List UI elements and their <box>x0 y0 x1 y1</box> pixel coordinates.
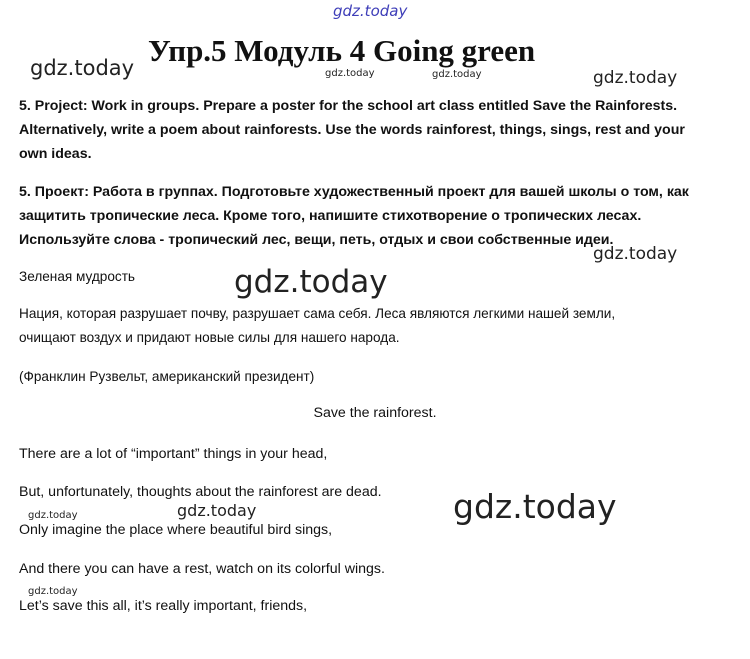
text-line: own ideas. <box>19 146 92 162</box>
watermark-small: gdz.today <box>28 586 78 597</box>
poem-line: Let’s save this all, it’s really important, friends, <box>19 598 308 614</box>
text-line: Alternatively, write a poem about rainforests. Use the words rainforest, things, sings, rest and your <box>19 122 685 138</box>
watermark-large: gdz.today <box>234 264 388 300</box>
watermark-medium: gdz.today <box>177 501 257 520</box>
watermark-right: gdz.today <box>593 244 678 264</box>
text-line: Нация, которая разрушает почву, разрушает сама себя. Леса являются легкими нашей земли, <box>19 306 616 321</box>
watermark-small: gdz.today <box>325 68 375 79</box>
poem-line: And there you can have a rest, watch on its colorful wings. <box>19 561 385 577</box>
watermark-top: gdz.today <box>333 2 408 20</box>
watermark-left: gdz.today <box>30 56 135 80</box>
text-line: 5. Проект: Работа в группах. Подготовьте художественный проект для вашей школы о том, как <box>19 184 689 200</box>
watermark-small: gdz.today <box>28 510 78 521</box>
epigraph-title: Зеленая мудрость <box>19 269 136 284</box>
poem-line: Only imagine the place where beautiful bird sings, <box>19 522 333 538</box>
text-line: защитить тропические леса. Кроме того, напишите стихотворение о тропических лесах. <box>19 208 642 224</box>
quote <box>19 302 615 350</box>
watermark-small: gdz.today <box>432 69 482 80</box>
task-russian <box>19 180 689 252</box>
text-line: 5. Project: Work in groups. Prepare a poster for the school art class entitled Save the Rainforests. <box>19 98 678 114</box>
text-line: очищают воздух и придают новые силы для нашего народа. <box>19 330 400 345</box>
poem-line: There are a lot of “important” things in your head, <box>19 446 328 462</box>
task-english <box>19 94 685 166</box>
quote-attribution: (Франклин Рузвельт, американский президент) <box>19 369 315 384</box>
poem-title: Save the rainforest. <box>313 405 437 421</box>
page-title: Упр.5 Модуль 4 Going green <box>148 33 536 68</box>
text-line: Используйте слова - тропический лес, вещи, петь, отдых и свои собственные идеи. <box>19 232 614 248</box>
watermark-right: gdz.today <box>593 68 678 88</box>
watermark-large: gdz.today <box>453 487 617 526</box>
poem-line: But, unfortunately, thoughts about the rainforest are dead. <box>19 484 382 500</box>
